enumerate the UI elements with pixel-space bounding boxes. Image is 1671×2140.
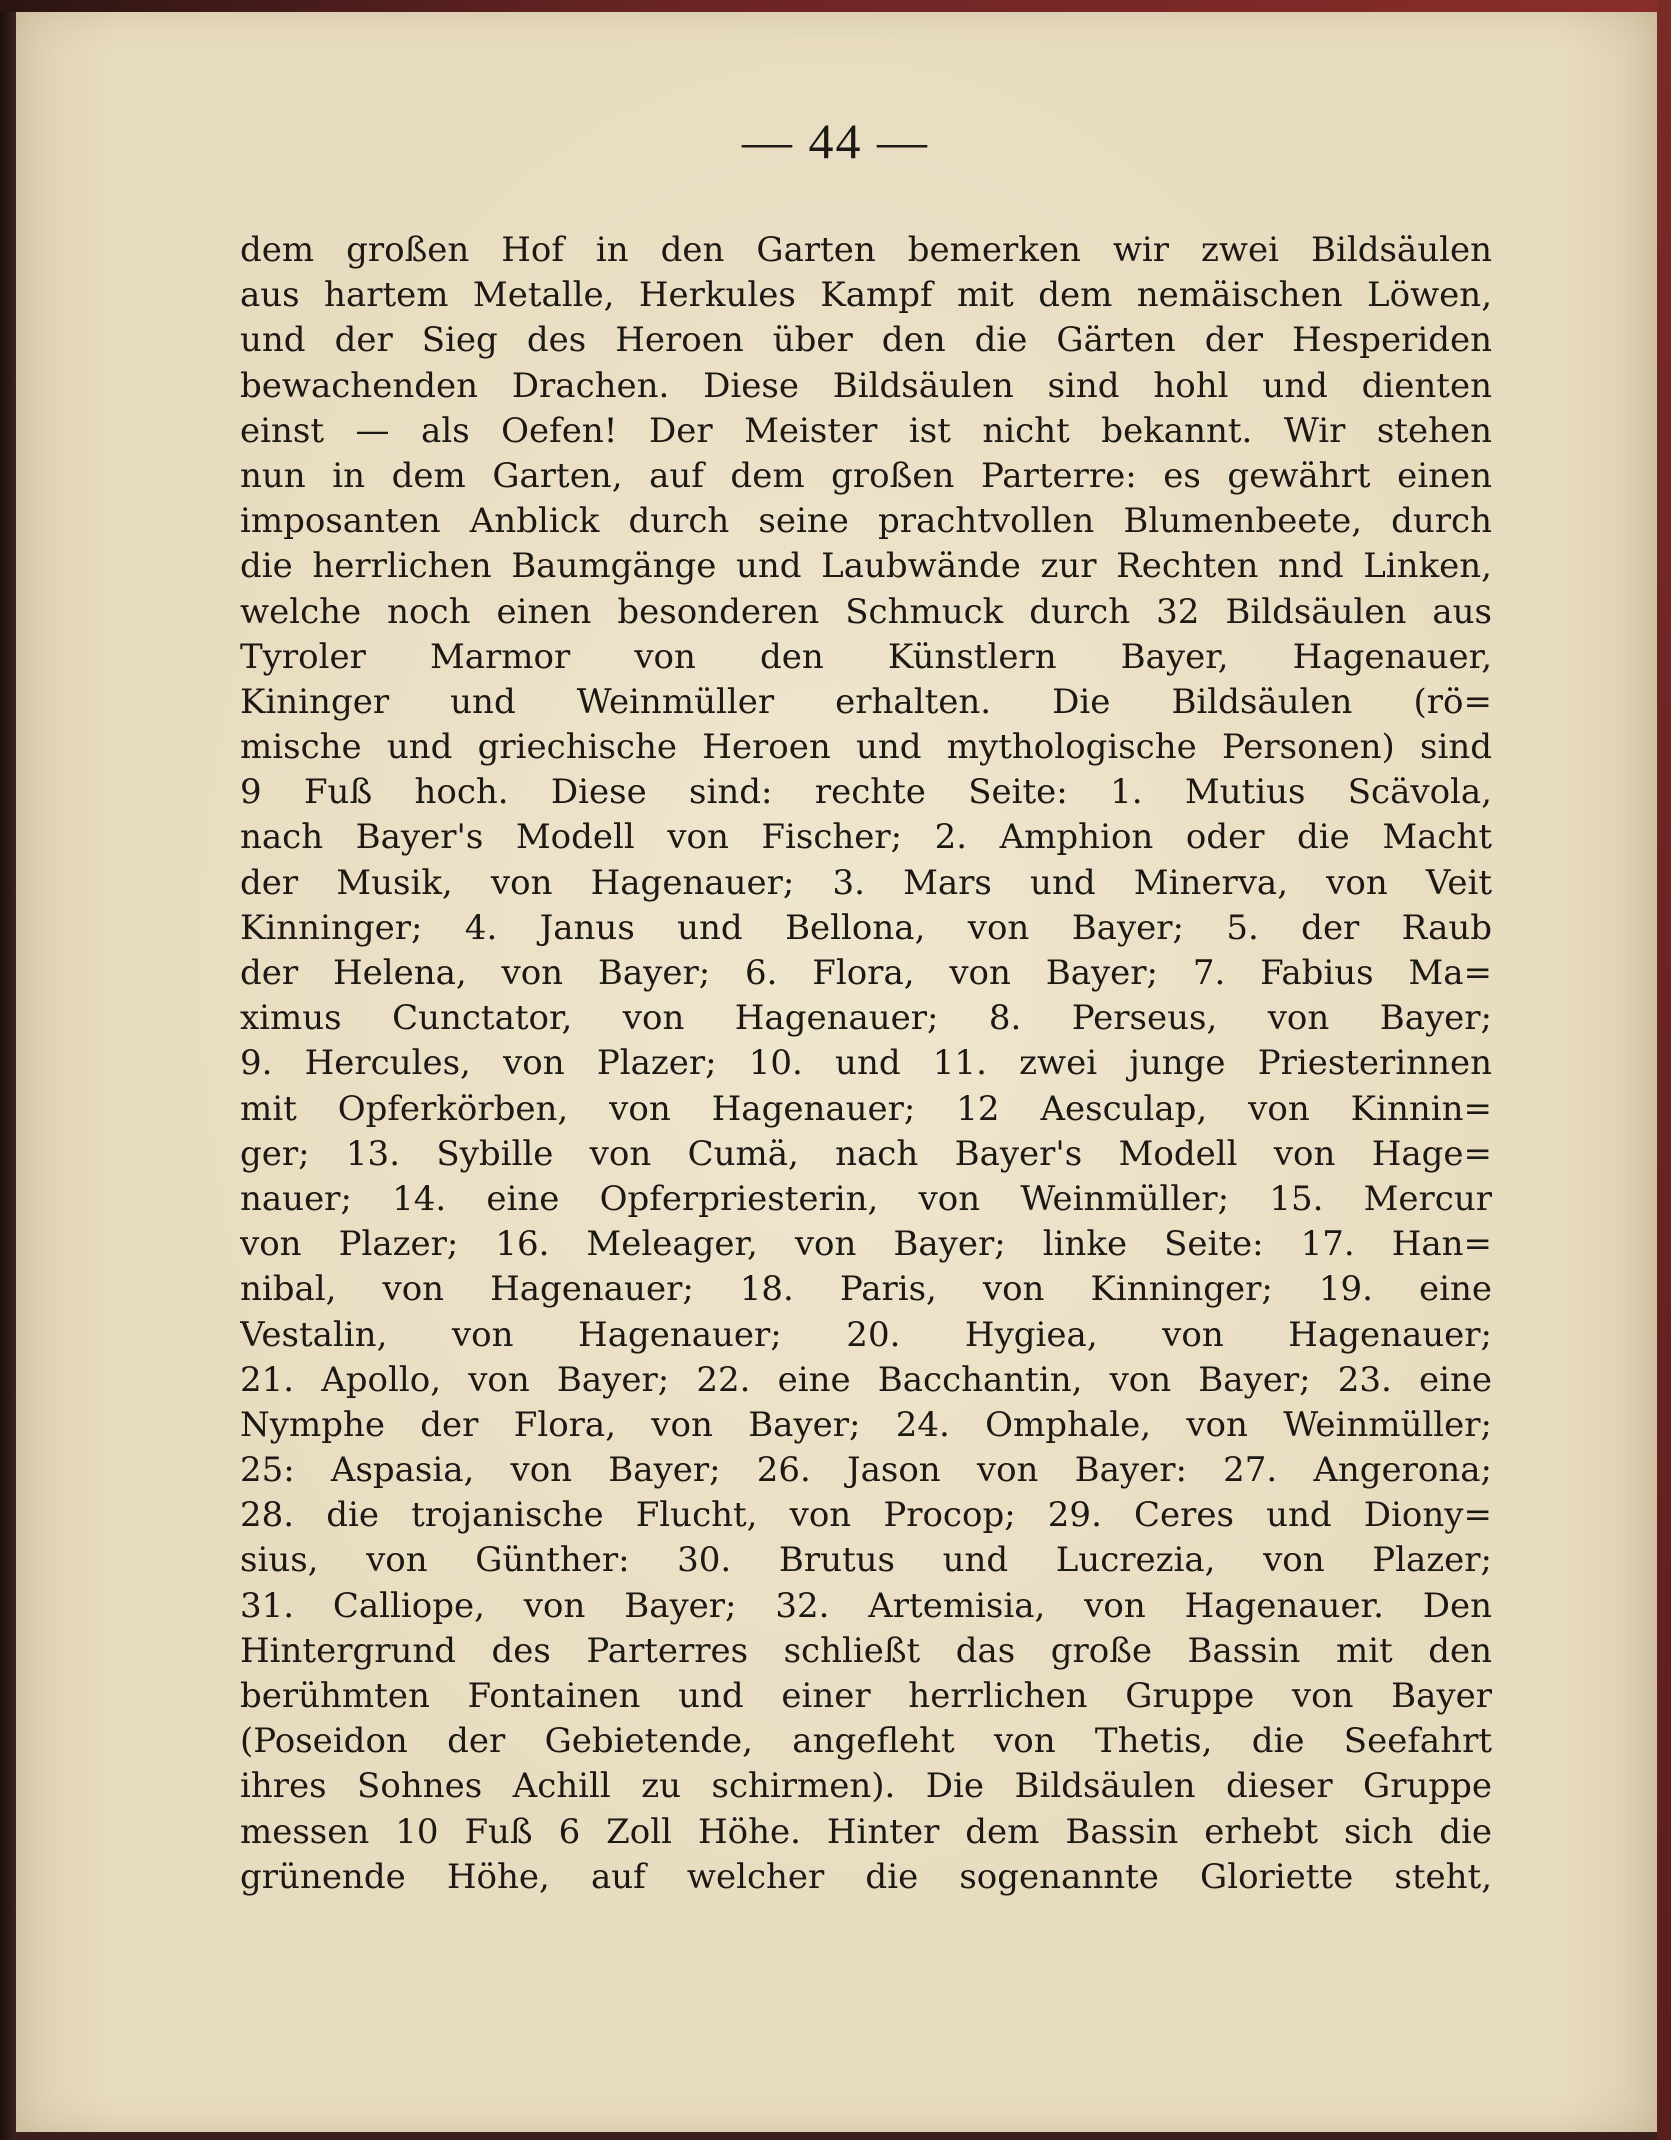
book-binding-right xyxy=(1657,0,1671,2140)
text-line: 31. Calliope, von Bayer; 32. Artemisia, von Hagenauer. Den xyxy=(240,1585,1492,1626)
text-line: messen 10 Fuß 6 Zoll Höhe. Hinter dem Bassin erhebt sich die xyxy=(240,1811,1492,1852)
text-line: Kininger und Weinmüller erhalten. Die Bildsäulen (rö= xyxy=(240,681,1492,722)
text-line: Nymphe der Flora, von Bayer; 24. Omphale, von Weinmüller; xyxy=(240,1404,1492,1445)
text-line: ximus Cunctator, von Hagenauer; 8. Perseus, von Bayer; xyxy=(240,998,1492,1039)
book-binding-left xyxy=(0,0,16,2140)
text-line: berühmten Fontainen und einer herrlichen Gruppe von Bayer xyxy=(240,1676,1492,1716)
text-line: Kinninger; 4. Janus und Bellona, von Bayer; 5. der Raub xyxy=(240,907,1492,948)
text-line: Tyroler Marmor von den Künstlern Bayer, Hagenauer, xyxy=(240,636,1492,677)
text-line: grünende Höhe, auf welcher die sogenannte Gloriette steht, xyxy=(240,1856,1492,1897)
text-line: nun in dem Garten, auf dem großen Parterre: es gewährt einen xyxy=(240,455,1492,496)
text-line: nibal, von Hagenauer; 18. Paris, von Kinninger; 19. eine xyxy=(240,1269,1492,1310)
text-line: ihres Sohnes Achill zu schirmen). Die Bildsäulen dieser Gruppe xyxy=(240,1766,1492,1807)
body-text xyxy=(240,228,1492,1900)
text-line: nach Bayer's Modell von Fischer; 2. Amphion oder die Macht xyxy=(240,817,1492,858)
text-line: imposanten Anblick durch seine prachtvollen Blumenbeete, durch xyxy=(240,501,1492,542)
text-line: nauer; 14. eine Opferpriesterin, von Weinmüller; 15. Mercur xyxy=(240,1178,1492,1219)
text-line: die herrlichen Baumgänge und Laubwände zur Rechten nnd Linken, xyxy=(240,546,1492,587)
text-line: bewachenden Drachen. Diese Bildsäulen sind hohl und dienten xyxy=(240,365,1492,406)
text-line: sius, von Günther: 30. Brutus und Lucrezia, von Plazer; xyxy=(240,1540,1492,1581)
text-line: Vestalin, von Hagenauer; 20. Hygiea, von Hagenauer; xyxy=(240,1314,1492,1355)
text-line: 21. Apollo, von Bayer; 22. eine Bacchantin, von Bayer; 23. eine xyxy=(240,1359,1492,1400)
text-line: 9. Hercules, von Plazer; 10. und 11. zwei junge Priesterinnen xyxy=(240,1043,1492,1084)
text-line: einst — als Oefen! Der Meister ist nicht bekannt. Wir stehen xyxy=(240,410,1492,451)
text-line: dem großen Hof in den Garten bemerken wir zwei Bildsäulen xyxy=(240,230,1492,270)
book-binding-top xyxy=(0,0,1671,12)
text-line: welche noch einen besonderen Schmuck durch 32 Bildsäulen aus xyxy=(240,591,1492,632)
text-line: mische und griechische Heroen und mythologische Personen) sind xyxy=(240,727,1492,768)
text-line: 28. die trojanische Flucht, von Procop; 29. Ceres und Diony= xyxy=(240,1495,1492,1536)
text-line: ger; 13. Sybille von Cumä, nach Bayer's Modell von Hage= xyxy=(240,1133,1492,1174)
text-line: Hintergrund des Parterres schließt das große Bassin mit den xyxy=(240,1630,1492,1671)
text-line: der Musik, von Hagenauer; 3. Mars und Minerva, von Veit xyxy=(240,862,1492,903)
text-line: aus hartem Metalle, Herkules Kampf mit dem nemäischen Löwen, xyxy=(240,275,1492,316)
text-line: und der Sieg des Heroen über den die Gärten der Hesperiden xyxy=(240,320,1492,361)
text-line: 25: Aspasia, von Bayer; 26. Jason von Bayer: 27. Angerona; xyxy=(240,1450,1492,1491)
text-line: der Helena, von Bayer; 6. Flora, von Bayer; 7. Fabius Ma= xyxy=(240,953,1492,993)
text-line: (Poseidon der Gebietende, angefleht von Thetis, die Seefahrt xyxy=(240,1721,1492,1762)
page-number: — 44 — xyxy=(742,113,929,169)
text-line: von Plazer; 16. Meleager, von Bayer; linke Seite: 17. Han= xyxy=(240,1224,1492,1265)
text-line: mit Opferkörben, von Hagenauer; 12 Aesculap, von Kinnin= xyxy=(240,1088,1492,1129)
text-line: 9 Fuß hoch. Diese sind: rechte Seite: 1. Mutius Scävola, xyxy=(240,772,1492,813)
